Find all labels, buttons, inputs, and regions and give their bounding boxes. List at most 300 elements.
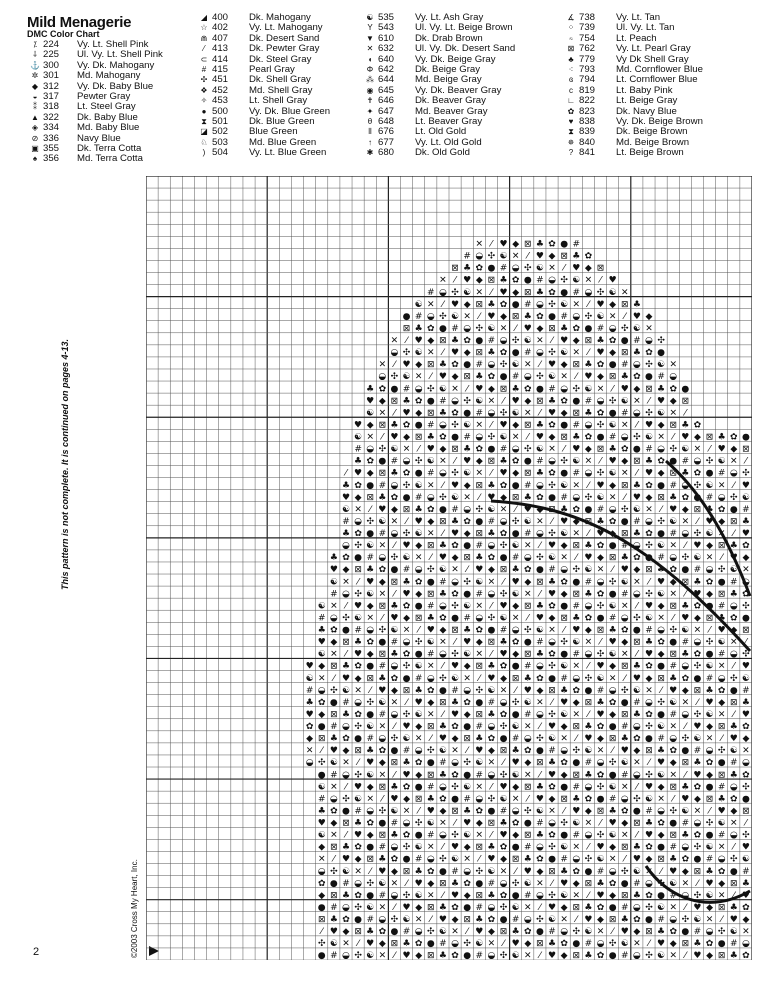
stitch-symbol: ✣ <box>354 770 362 781</box>
stitch-symbol: ◆ <box>342 565 350 576</box>
stitch-symbol: ☯ <box>596 673 605 684</box>
stitch-symbol: ● <box>463 902 472 913</box>
stitch-symbol: ♣ <box>741 516 750 527</box>
stitch-symbol: ◆ <box>706 541 714 552</box>
stitch-symbol: ● <box>729 685 738 696</box>
stitch-symbol: ✿ <box>536 311 544 322</box>
stitch-symbol: # <box>414 673 423 684</box>
stitch-symbol: ◒ <box>729 468 738 479</box>
stitch-symbol: ♥ <box>402 589 411 600</box>
stitch-symbol: ◒ <box>499 516 508 527</box>
stitch-symbol: # <box>524 890 532 901</box>
stitch-symbol: ✕ <box>342 939 350 950</box>
stitch-symbol: ✿ <box>475 625 484 636</box>
stitch-symbol: ● <box>669 456 678 467</box>
dmc-number: 500 <box>212 105 229 117</box>
legend-symbol-icon: Φ <box>366 64 374 74</box>
stitch-symbol: ⊠ <box>633 637 641 648</box>
stitch-symbol: ♣ <box>584 722 593 733</box>
stitch-symbol: ● <box>632 444 641 455</box>
stitch-symbol: # <box>402 565 411 576</box>
stitch-symbol: ✣ <box>548 348 556 359</box>
stitch-symbol: ● <box>475 516 484 527</box>
stitch-symbol: ◒ <box>645 516 653 527</box>
stitch-symbol: ♥ <box>717 625 726 636</box>
stitch-symbol: ✣ <box>402 529 411 540</box>
stitch-symbol: ⊠ <box>475 299 484 310</box>
stitch-symbol: ♣ <box>729 770 738 781</box>
legend-symbol-icon: ◆ <box>31 81 39 91</box>
stitch-symbol: ✣ <box>730 492 738 503</box>
dmc-number: 312 <box>43 80 60 92</box>
legend-symbol-icon: ♥ <box>568 116 574 126</box>
legend-column-4 <box>563 13 703 158</box>
stitch-symbol: ♣ <box>378 854 387 865</box>
legend-symbol-icon: ⦀ <box>368 127 372 137</box>
stitch-symbol: ⁄ <box>684 770 687 781</box>
stitch-symbol: # <box>717 830 726 841</box>
stitch-symbol: ✿ <box>536 492 544 503</box>
stitch-symbol: ♣ <box>341 709 351 720</box>
stitch-symbol: ☯ <box>608 287 617 298</box>
stitch-symbol: ⊠ <box>717 589 726 600</box>
stitch-symbol: ✿ <box>475 444 484 455</box>
stitch-symbol: ● <box>705 782 714 793</box>
stitch-symbol: ● <box>487 806 496 817</box>
stitch-symbol: # <box>475 589 484 600</box>
stitch-symbol: ✿ <box>439 613 447 624</box>
stitch-symbol: ◒ <box>596 396 605 407</box>
stitch-symbol: ♣ <box>535 468 544 479</box>
stitch-symbol: ⁄ <box>514 685 517 696</box>
stitch-symbol: ☯ <box>560 299 569 310</box>
stitch-symbol: ◒ <box>693 818 702 829</box>
stitch-symbol: ⊠ <box>366 492 374 503</box>
stitch-symbol: # <box>414 854 423 865</box>
color-name: Vy. Dk. Beige Gray <box>415 53 496 65</box>
stitch-symbol: ✣ <box>524 263 532 274</box>
stitch-symbol: ⊠ <box>317 915 326 926</box>
stitch-symbol: ✿ <box>633 915 641 926</box>
stitch-symbol: ✕ <box>330 649 338 660</box>
stitch-symbol: ♣ <box>584 770 593 781</box>
dmc-number: 632 <box>378 43 395 55</box>
stitch-symbol: ◒ <box>645 336 653 347</box>
legend-symbol-icon: ✣ <box>200 75 208 85</box>
color-name: Dk. Terra Cotta <box>77 142 142 154</box>
stitch-symbol: ✣ <box>560 275 568 286</box>
stitch-symbol: ✣ <box>499 541 508 552</box>
stitch-symbol: ◒ <box>451 577 459 588</box>
stitch-symbol: # <box>669 480 677 491</box>
stitch-symbol: ⊠ <box>717 951 726 960</box>
stitch-symbol: ✣ <box>451 782 459 793</box>
stitch-symbol: ◒ <box>608 323 617 334</box>
stitch-symbol: ♣ <box>426 613 435 624</box>
stitch-symbol: ◒ <box>463 504 472 515</box>
stitch-symbol: ✕ <box>596 565 605 576</box>
stitch-symbol: ✣ <box>645 951 653 960</box>
stitch-symbol: ⊠ <box>584 516 593 527</box>
stitch-symbol: ♣ <box>584 408 593 419</box>
stitch-symbol: ✣ <box>584 854 593 865</box>
stitch-symbol: ✿ <box>499 299 508 310</box>
stitch-symbol: ✣ <box>414 637 423 648</box>
stitch-symbol: ⁄ <box>345 649 347 660</box>
stitch-symbol: ♥ <box>511 577 520 588</box>
stitch-symbol: ⊠ <box>705 794 714 805</box>
stitch-symbol: ◒ <box>584 649 593 660</box>
stitch-symbol: ⁄ <box>490 649 493 660</box>
stitch-symbol: ☯ <box>535 263 544 274</box>
stitch-symbol: ✿ <box>317 697 326 708</box>
dmc-number: 839 <box>579 126 596 138</box>
stitch-symbol: ● <box>439 685 447 696</box>
stitch-symbol: ● <box>487 625 496 636</box>
stitch-symbol: ◒ <box>681 890 690 901</box>
stitch-symbol: # <box>439 396 447 407</box>
color-name: Vy. Lt. Tan <box>616 12 661 23</box>
stitch-symbol: ● <box>620 516 629 527</box>
stitch-symbol: ● <box>693 492 702 503</box>
stitch-symbol: ⊠ <box>342 818 350 829</box>
stitch-symbol: # <box>572 601 581 612</box>
stitch-symbol: ⊠ <box>524 239 532 250</box>
color-name: Md. Blue Green <box>249 136 317 148</box>
stitch-symbol: ✕ <box>633 396 641 407</box>
stitch-symbol: ◒ <box>523 553 532 564</box>
legend-symbol-icon: ɞ <box>568 75 574 85</box>
stitch-symbol: ♣ <box>499 818 508 829</box>
stitch-symbol: ✕ <box>620 420 629 431</box>
stitch-symbol: ☯ <box>693 915 702 926</box>
stitch-symbol: ● <box>560 420 569 431</box>
stitch-symbol: ● <box>560 287 569 298</box>
stitch-symbol: ◒ <box>439 830 447 841</box>
stitch-symbol: ♥ <box>487 492 496 503</box>
stitch-symbol: ● <box>511 299 520 310</box>
stitch-symbol: ● <box>426 577 435 588</box>
stitch-symbol: # <box>511 372 520 383</box>
stitch-symbol: ◆ <box>475 456 483 467</box>
stitch-symbol: ✕ <box>378 541 387 552</box>
color-name: Ul. Vy. Lt. Shell Pink <box>77 49 163 61</box>
stitch-symbol: ◆ <box>318 661 326 672</box>
stitch-symbol: ● <box>584 866 593 877</box>
stitch-symbol: ✣ <box>402 890 411 901</box>
color-name: Vy. Dk. Mahogany <box>77 59 155 71</box>
stitch-symbol: ◒ <box>632 360 641 371</box>
stitch-symbol: ☯ <box>729 927 738 938</box>
stitch-symbol: # <box>584 577 593 588</box>
stitch-symbol: ☯ <box>657 589 666 600</box>
stitch-symbol: ✣ <box>414 818 423 829</box>
legend-symbol-icon: ⚓ <box>30 60 40 70</box>
stitch-symbol: ◒ <box>669 915 678 926</box>
stitch-symbol: # <box>620 770 629 781</box>
color-name: Lt. Steel Gray <box>77 101 136 113</box>
stitch-symbol: ♥ <box>596 709 605 720</box>
stitch-symbol: ✕ <box>584 456 593 467</box>
stitch-symbol: ♥ <box>608 275 617 286</box>
stitch-symbol: ⁄ <box>587 842 590 853</box>
stitch-symbol: ⁄ <box>417 444 420 455</box>
stitch-symbol: ● <box>402 492 411 503</box>
stitch-symbol: ● <box>717 939 726 950</box>
stitch-symbol: ⊠ <box>572 541 581 552</box>
stitch-symbol: ♥ <box>523 323 532 334</box>
stitch-symbol: ⁄ <box>333 854 335 865</box>
stitch-symbol: # <box>487 516 496 527</box>
stitch-symbol: ◒ <box>620 432 629 443</box>
stitch-symbol: ◒ <box>414 384 423 395</box>
stitch-symbol: ☯ <box>511 360 520 371</box>
stitch-symbol: # <box>499 263 508 274</box>
legend-symbol-icon: θ <box>367 116 373 126</box>
dmc-number: 646 <box>378 95 395 107</box>
stitch-symbol: ☯ <box>414 348 423 359</box>
stitch-symbol: ✿ <box>584 432 593 443</box>
stitch-symbol: # <box>463 613 471 624</box>
stitch-symbol: ⊠ <box>584 336 593 347</box>
stitch-symbol: ☯ <box>669 697 678 708</box>
stitch-symbol: ✕ <box>693 806 702 817</box>
stitch-symbol: ☯ <box>329 577 338 588</box>
stitch-symbol: # <box>317 613 326 624</box>
stitch-symbol: # <box>730 939 738 950</box>
stitch-symbol: ◒ <box>681 529 690 540</box>
stitch-symbol: ⊠ <box>645 565 653 576</box>
stitch-symbol: ♥ <box>329 746 338 757</box>
stitch-symbol: # <box>596 323 605 334</box>
stitch-symbol: ✿ <box>742 770 750 781</box>
stitch-symbol: ◒ <box>414 746 423 757</box>
stitch-symbol: ♥ <box>705 516 714 527</box>
stitch-symbol: ✕ <box>742 565 750 576</box>
stitch-symbol: ⊠ <box>717 902 726 913</box>
stitch-symbol: ⁄ <box>466 565 468 576</box>
stitch-symbol: ⊠ <box>596 806 605 817</box>
color-name: Dk. Desert Sand <box>249 32 320 44</box>
stitch-symbol: ♥ <box>717 444 726 455</box>
stitch-symbol: ✿ <box>402 601 411 612</box>
stitch-symbol: ◒ <box>439 420 447 431</box>
stitch-symbol: ◒ <box>487 770 496 781</box>
stitch-symbol: ✣ <box>536 372 544 383</box>
stitch-symbol: # <box>427 649 435 660</box>
stitch-symbol: ♣ <box>438 589 447 600</box>
stitch-symbol: ● <box>548 492 556 503</box>
stitch-symbol: ☯ <box>560 529 569 540</box>
stitch-symbol: ● <box>511 480 520 491</box>
stitch-symbol: ☯ <box>305 673 314 684</box>
stitch-symbol: ✕ <box>560 915 568 926</box>
stitch-symbol: ☯ <box>608 649 617 660</box>
stitch-symbol: ✕ <box>705 734 714 745</box>
stitch-symbol: ◆ <box>354 854 362 865</box>
stitch-symbol: ⁄ <box>478 673 481 684</box>
stitch-symbol: ● <box>572 396 581 407</box>
stitch-symbol: ⁄ <box>648 577 650 588</box>
stitch-symbol: ♣ <box>451 878 460 889</box>
stitch-symbol: ◒ <box>475 794 484 805</box>
stitch-symbol: ⁄ <box>369 504 371 515</box>
color-name: Lt. Shell Gray <box>249 95 308 107</box>
stitch-symbol: ◒ <box>535 299 544 310</box>
legend-symbol-icon: ⁑ <box>33 102 37 112</box>
stitch-symbol: ⊠ <box>524 468 532 479</box>
stitch-symbol: ✿ <box>524 384 532 395</box>
stitch-symbol: ◒ <box>584 287 593 298</box>
stitch-symbol: ● <box>620 336 629 347</box>
stitch-symbol: ✕ <box>730 818 738 829</box>
stitch-symbol: ♣ <box>390 601 399 612</box>
dmc-number: 640 <box>378 53 395 65</box>
stitch-symbol: ⊠ <box>390 577 399 588</box>
stitch-symbol: ✿ <box>499 890 508 901</box>
stitch-symbol: ◆ <box>378 939 386 950</box>
stitch-symbol: ● <box>342 625 350 636</box>
stitch-symbol: ⊠ <box>354 565 362 576</box>
stitch-symbol: ◆ <box>378 577 386 588</box>
stitch-symbol: ● <box>535 927 544 938</box>
stitch-symbol: ⁄ <box>575 372 578 383</box>
color-name: Dk. Pewter Gray <box>249 43 320 55</box>
stitch-symbol: ● <box>608 770 617 781</box>
stitch-symbol: ♣ <box>729 589 738 600</box>
stitch-symbol: ⁄ <box>696 878 699 889</box>
stitch-symbol: ♣ <box>608 625 617 636</box>
stitch-symbol: ⊠ <box>633 818 641 829</box>
stitch-symbol: ☯ <box>487 685 496 696</box>
stitch-symbol: ♣ <box>487 480 496 491</box>
stitch-symbol: ☯ <box>560 661 569 672</box>
stitch-symbol: ✕ <box>536 878 544 889</box>
continuation-note: This pattern is not complete. It is continued on pages 4-13. <box>60 338 70 590</box>
stitch-symbol: ✣ <box>451 420 459 431</box>
stitch-symbol: ◆ <box>463 480 471 491</box>
stitch-symbol: ✕ <box>572 480 581 491</box>
stitch-symbol: # <box>633 516 641 527</box>
stitch-symbol: ♥ <box>414 697 423 708</box>
stitch-symbol: # <box>427 420 435 431</box>
color-name: Vy. Dk. Baby Blue <box>77 80 154 92</box>
stitch-symbol: ✿ <box>608 516 617 527</box>
stitch-symbol: ✕ <box>584 637 593 648</box>
stitch-symbol: ♣ <box>499 275 508 286</box>
stitch-symbol: ● <box>451 794 459 805</box>
stitch-symbol: ◆ <box>669 577 677 588</box>
stitch-symbol: ✕ <box>572 890 581 901</box>
stitch-symbol: ✿ <box>548 239 556 250</box>
stitch-symbol: # <box>560 492 568 503</box>
stitch-symbol: ☯ <box>535 806 544 817</box>
stitch-symbol: ♣ <box>596 516 605 527</box>
dmc-number: 501 <box>212 115 229 127</box>
legend-symbol-icon: # <box>201 64 207 74</box>
stitch-symbol: ♥ <box>560 336 569 347</box>
stitch-symbol: ☯ <box>523 336 532 347</box>
stitch-symbol: ☯ <box>341 866 351 877</box>
stitch-symbol: ✣ <box>524 625 532 636</box>
stitch-symbol: ☯ <box>657 951 666 960</box>
stitch-symbol: ◆ <box>415 770 423 781</box>
color-name: Ul. Vy. Lt. Beige Brown <box>415 22 513 34</box>
stitch-symbol: ♣ <box>341 890 351 901</box>
stitch-symbol: ♣ <box>414 323 423 334</box>
stitch-symbol: ◆ <box>366 601 374 612</box>
copyright-note: ©2003 Cross My Heart, Inc. <box>130 859 139 958</box>
stitch-symbol: ♣ <box>693 939 702 950</box>
stitch-symbol: ✿ <box>620 444 629 455</box>
stitch-symbol: ⁄ <box>551 878 553 889</box>
stitch-symbol: ✿ <box>657 456 665 467</box>
stitch-symbol: ⊠ <box>427 951 435 960</box>
stitch-symbol: ● <box>463 541 472 552</box>
stitch-symbol: ✿ <box>487 553 496 564</box>
stitch-symbol: ✿ <box>511 456 520 467</box>
stitch-symbol: ⁄ <box>320 746 323 757</box>
stitch-symbol: ✣ <box>378 444 387 455</box>
stitch-symbol: ● <box>354 734 363 745</box>
stitch-symbol: ♣ <box>390 830 399 841</box>
stitch-symbol: ⊠ <box>427 770 435 781</box>
stitch-symbol: ⊠ <box>645 927 653 938</box>
stitch-symbol: ● <box>390 746 399 757</box>
stitch-symbol: ⁄ <box>563 444 565 455</box>
stitch-symbol: ♥ <box>620 384 629 395</box>
stitch-symbol: ● <box>729 866 738 877</box>
stitch-symbol: ● <box>596 613 605 624</box>
stitch-symbol: ◆ <box>560 770 568 781</box>
stitch-symbol: ✣ <box>402 709 411 720</box>
stitch-symbol: ✿ <box>402 782 411 793</box>
stitch-symbol: ♥ <box>463 275 472 286</box>
stitch-symbol: ⁄ <box>575 734 578 745</box>
stitch-symbol: ☯ <box>632 504 641 515</box>
stitch-symbol: ⊠ <box>548 866 556 877</box>
stitch-symbol: # <box>742 866 750 877</box>
stitch-symbol: ✣ <box>693 842 702 853</box>
stitch-symbol: ✕ <box>669 360 677 371</box>
stitch-symbol: ♥ <box>584 372 593 383</box>
stitch-symbol: ✕ <box>487 939 496 950</box>
stitch-symbol: ☯ <box>511 541 520 552</box>
stitch-symbol: ✕ <box>717 661 726 672</box>
stitch-symbol: ◒ <box>511 263 520 274</box>
stitch-symbol: ✣ <box>693 529 702 540</box>
stitch-symbol: ◒ <box>560 927 569 938</box>
stitch-symbol: ✿ <box>596 589 605 600</box>
stitch-symbol: ♣ <box>499 456 508 467</box>
stitch-symbol: ◆ <box>681 504 689 515</box>
stitch-symbol: ♥ <box>451 661 460 672</box>
stitch-symbol: ✕ <box>414 553 423 564</box>
stitch-symbol: ⁄ <box>405 336 408 347</box>
stitch-symbol: ✿ <box>499 661 508 672</box>
stitch-symbol: ✣ <box>560 456 568 467</box>
stitch-symbol: ✕ <box>451 927 459 938</box>
stitch-symbol: ◒ <box>560 565 569 576</box>
stitch-symbol: ◆ <box>415 408 423 419</box>
stitch-symbol: ✿ <box>548 830 556 841</box>
stitch-symbol: ✣ <box>463 396 471 407</box>
stitch-symbol: ♣ <box>378 492 387 503</box>
stitch-symbol: ◆ <box>742 553 750 564</box>
legend-row <box>27 154 163 164</box>
stitch-symbol: # <box>717 601 726 612</box>
stitch-symbol: ♣ <box>608 444 617 455</box>
